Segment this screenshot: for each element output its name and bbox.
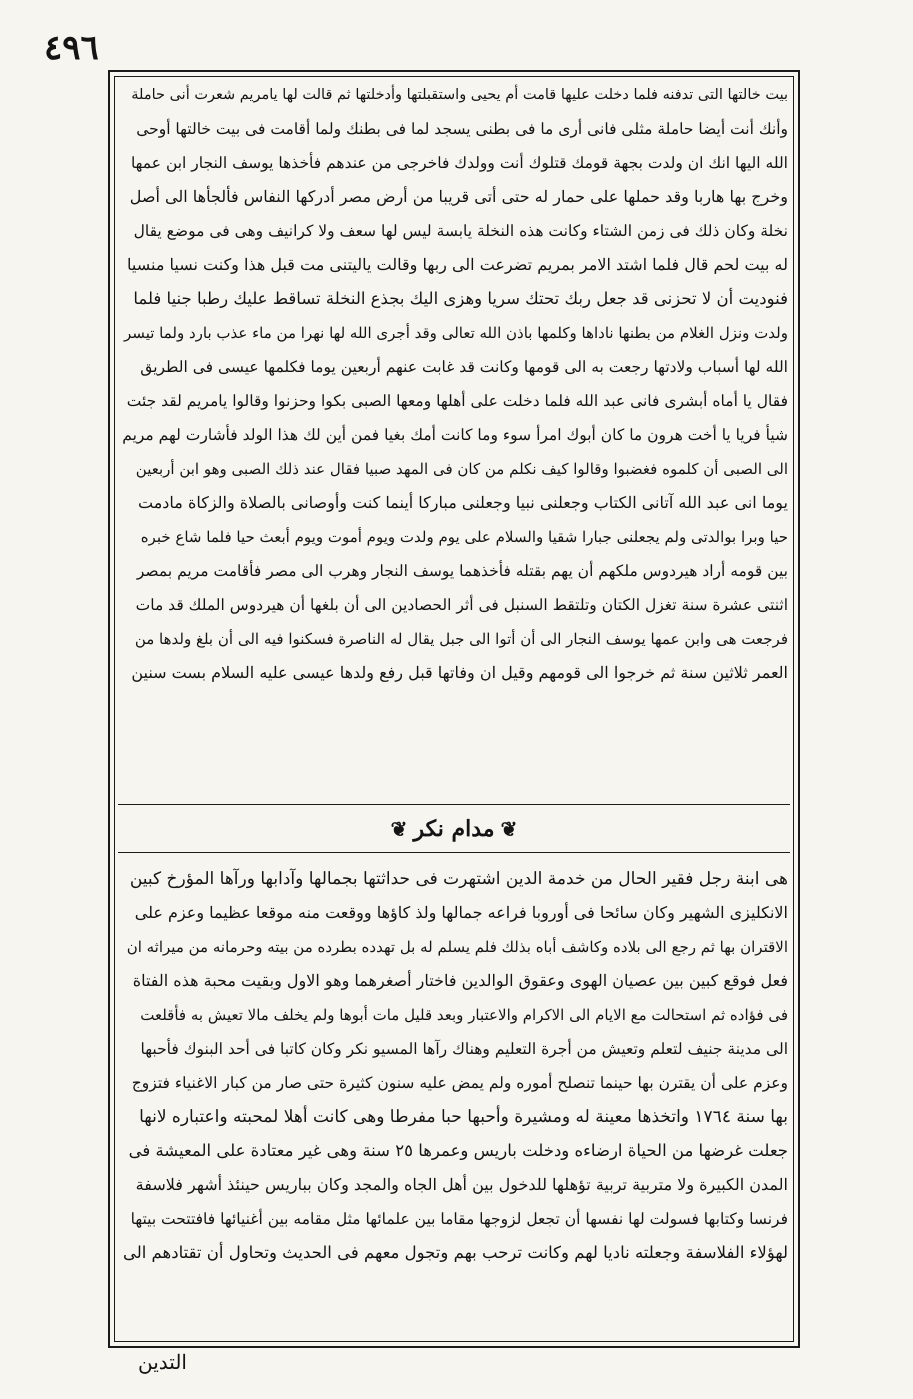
text-line: ولدت ونزل الغلام من بطنها ناداها وكلمها باذن الله تعالى وقد أجرى الله لها نهرا من ماء عذب بارد ولما تيسر (124, 324, 788, 342)
section-one-text (122, 78, 788, 690)
section-two-text (122, 862, 788, 1270)
text-line: الاقتران بها ثم رجع الى بلاده وكاشف أباه بذلك فلم يسلم له بل تهدده بطرده من بيته وحرمانه من ميراثه ان (126, 938, 788, 956)
section-heading (110, 812, 798, 846)
text-line: جعلت غرضها من الحياة ارضاءه ودخلت باريس وعمرها ٢٥ سنة وهى غير معتادة على المعيشة فى (128, 1141, 788, 1160)
text-line: فعل فوقع كبين بين عصيان الهوى وعقوق الوالدين فاختار أصغرهما وهو الاول وبقيت محبة هذه الفتاة (132, 971, 788, 990)
text-line: المدن الكبيرة ولا متربية تربية تؤهلها للدخول بين أهل الجاه والمجد وكان بباريس حينئذ أشهر فلاسفة (135, 1175, 788, 1194)
text-line: حيا وبرا بوالدتى ولم يجعلنى جبارا شقيا والسلام على يوم ولدت ويوم أموت ويوم أبعث حيا فلما شاع خبره (140, 528, 788, 546)
text-line: فنوديت أن لا تحزنى قد جعل ربك تحتك سريا وهزى اليك بجذع النخلة تساقط عليك رطبا جنيا فلما (133, 289, 788, 308)
text-line: فرنسا وكتابها فسولت لها نفسها أن تجعل لزوجها مقاما بين علمائها مثل مقامه بين أغنيائها فافتتحت بيتها (130, 1210, 788, 1228)
heading-rule-top (118, 804, 790, 805)
heading-rule-bottom (118, 852, 790, 853)
text-line: يوما انى عبد الله آتانى الكتاب وجعلنى نبيا وجعلنى مباركا أينما كنت وأوصانى بالصلاة والزكاة مادمت (138, 493, 788, 512)
text-line: الله لها أسباب ولادتها رجعت به الى قومها وكانت قد غابت عنهم أربعين يوما فكلمها عيسى فى الطريق (140, 358, 788, 376)
text-line: شيأ فريا يا أخت هرون ما كان أبوك امرأ سوء وما كانت أمك بغيا فمن أين لك هذا الولد فأشارت لهم مريم (122, 426, 788, 444)
text-line: لهؤلاء الفلاسفة وجعلته ناديا لهم وكانت ترحب بهم وتجول معهم فى الحديث وتحاول أن تقتادهم الى (122, 1243, 788, 1262)
text-line: الله اليها انك ان ولدت بجهة قومك قتلوك أنت وولدك فاخرجى من عندهم فأخذها يوسف النجار ابن عمها (130, 154, 788, 172)
text-line: وأنك أنت أيضا حاملة مثلى فانى أرى ما فى بطنى يسجد لما فى بطنك ولما أقامت فى بيت خالتها أوحى (136, 120, 788, 138)
text-line: فى فؤاده ثم استحالت مع الايام الى الاكرام والاعتبار وبعد قليل مات أبوها ولم يخلف مالا تعيش به فأقلعت (140, 1006, 788, 1024)
ornament-left-icon: ❦ (390, 817, 408, 841)
text-line: له بيت لحم قال فلما اشتد الامر بمريم تضرعت الى ربها وقالت ياليتنى مت قبل هذا وكنت نسيا منسيا (127, 255, 788, 274)
text-line: هى ابنة رجل فقير الحال من خدمة الدين اشتهرت فى حداثتها بجمالها وآدابها ورآها المؤرخ كبين (129, 869, 788, 889)
text-line: بين قومه أراد هيردوس ملكهم أن يهم بقتله فأخذهما يوسف النجار وهرب الى مصر فأقامت مريم بمصر (136, 562, 788, 580)
text-line: نخلة وكان ذلك فى زمن الشتاء وكانت هذه النخلة يابسة ليس لها سعف ولا كرانيف وهى فى موضع يقال (133, 222, 788, 240)
text-line: اثنتى عشرة سنة تغزل الكتان وتلتقط السنبل فى أثر الحصادين الى أن بلغها أن هيردوس الملك قد مات (135, 596, 788, 614)
ornament-right-icon: ❦ (500, 817, 518, 841)
catchword: التدين (138, 1350, 187, 1374)
text-line: الانكليزى الشهير وكان سائحا فى أوروبا فراعه جمالها ولذ كاؤها ووقعت منه موقعا عظيما وعزم على (134, 903, 788, 922)
heading-title: مدام نكر (413, 816, 495, 842)
text-line: الى مدينة جنيف لتعلم وتعيش من أجرة التعليم وهناك رآها المسيو نكر وكان كاتبا فى أحد البنوك فأحبها (140, 1040, 788, 1058)
text-line: فرجعت هى وابن عمها يوسف النجار الى أن أتوا الى جبل يقال له الناصرة فسكنوا فيه الى أن بلغ ولدها من (134, 630, 788, 648)
text-line: العمر ثلاثين سنة ثم خرجوا الى قومهم وقيل ان وفاتها قبل رفع ولدها عيسى عليه السلام بست سنين (131, 663, 788, 682)
text-line: وخرج بها هاربا وقد حملها على حمار له حتى أتى قريبا من أرض مصر أدركها النفاس فألجأها الى أصل (129, 187, 788, 206)
text-line: بها سنة ١٧٦٤ واتخذها معينة له ومشيرة وأحبها حبا مفرطا وهى كانت أهلا لمحبته واعتباره لانها (139, 1107, 788, 1127)
text-line: وعزم على أن يقترن بها حينما تنصلح أموره ولم يمض عليه سنون كثيرة حتى صار من كبار الاغنياء فتزوج (131, 1074, 788, 1092)
text-line: فقال يا أماه أبشرى فانى عبد الله فلما دخلت على أهلها ومعها الصبى بكوا وحزنوا وقالوا يامريم لقد جئت (126, 392, 788, 410)
text-line: الى الصبى أن كلموه فغضبوا وقالوا كيف نكلم من كان فى المهد صبيا فقال عند ذلك الصبى وهو ابن أربعين (135, 460, 788, 478)
text-frame (108, 70, 800, 1348)
page-number: ٤٩٦ (44, 28, 99, 68)
text-line: بيت خالتها التى تدفنه فلما دخلت عليها قامت أم يحيى واستقبلتها وأدخلتها ثم قالت لها يامريم شعرت أنى حاملة (131, 87, 788, 103)
